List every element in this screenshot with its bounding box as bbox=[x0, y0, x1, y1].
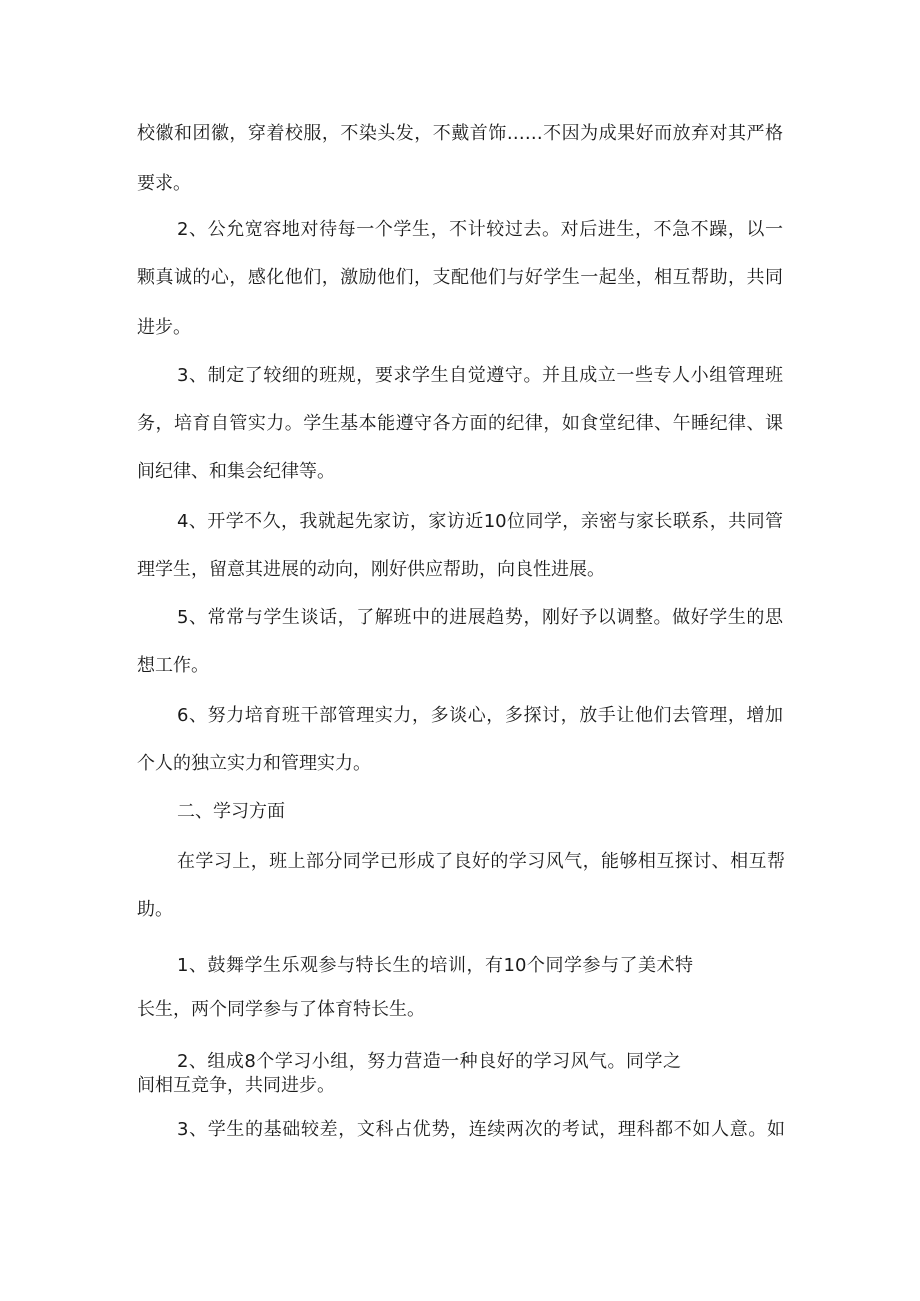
text-line: 要求。 bbox=[137, 173, 191, 194]
text-line: 1、鼓舞学生乐观参与特长生的培训，有10个同学参与了美术特 bbox=[177, 955, 693, 976]
text-line: 务，培育自管实力。学生基本能遵守各方面的纪律，如食堂纪律、午睡纪律、课 bbox=[137, 413, 783, 434]
text-line: 个人的独立实力和管理实力。 bbox=[137, 753, 371, 774]
text-line: 理学生，留意其进展的动向，刚好供应帮助，向良性进展。 bbox=[137, 559, 605, 580]
text-line: 在学习上，班上部分同学已形成了良好的学习风气，能够相互探讨、相互帮 bbox=[177, 851, 785, 872]
text-line: 2、组成8个学习小组，努力营造一种良好的学习风气。同学之 bbox=[177, 1051, 681, 1072]
text-line: 间纪律、和集会纪律等。 bbox=[137, 461, 335, 482]
text-line: 3、制定了较细的班规，要求学生自觉遵守。并且成立一些专人小组管理班 bbox=[177, 365, 783, 386]
text-line: 3、学生的基础较差，文科占优势，连续两次的考试，理科都不如人意。如 bbox=[177, 1119, 785, 1140]
text-line: 4、开学不久，我就起先家访，家访近10位同学，亲密与家长联系，共同管 bbox=[177, 511, 783, 532]
text-line: 校徽和团徽，穿着校服，不染头发，不戴首饰……不因为成果好而放弃对其严格 bbox=[137, 123, 783, 144]
text-line: 长生，两个同学参与了体育特长生。 bbox=[137, 999, 425, 1020]
text-line: 想工作。 bbox=[137, 655, 209, 676]
text-line: 助。 bbox=[137, 899, 173, 920]
section-heading: 二、学习方面 bbox=[177, 801, 285, 822]
text-line: 颗真诚的心，感化他们，激励他们，支配他们与好学生一起坐，相互帮助，共同 bbox=[137, 267, 783, 288]
text-line: 间相互竞争，共同进步。 bbox=[137, 1075, 335, 1096]
text-line: 进步。 bbox=[137, 317, 191, 338]
text-line: 2、公允宽容地对待每一个学生，不计较过去。对后进生，不急不躁，以一 bbox=[177, 219, 783, 240]
text-line: 6、努力培育班干部管理实力，多谈心，多探讨，放手让他们去管理，增加 bbox=[177, 705, 783, 726]
text-line: 5、常常与学生谈话，了解班中的进展趋势，刚好予以调整。做好学生的思 bbox=[177, 607, 783, 628]
